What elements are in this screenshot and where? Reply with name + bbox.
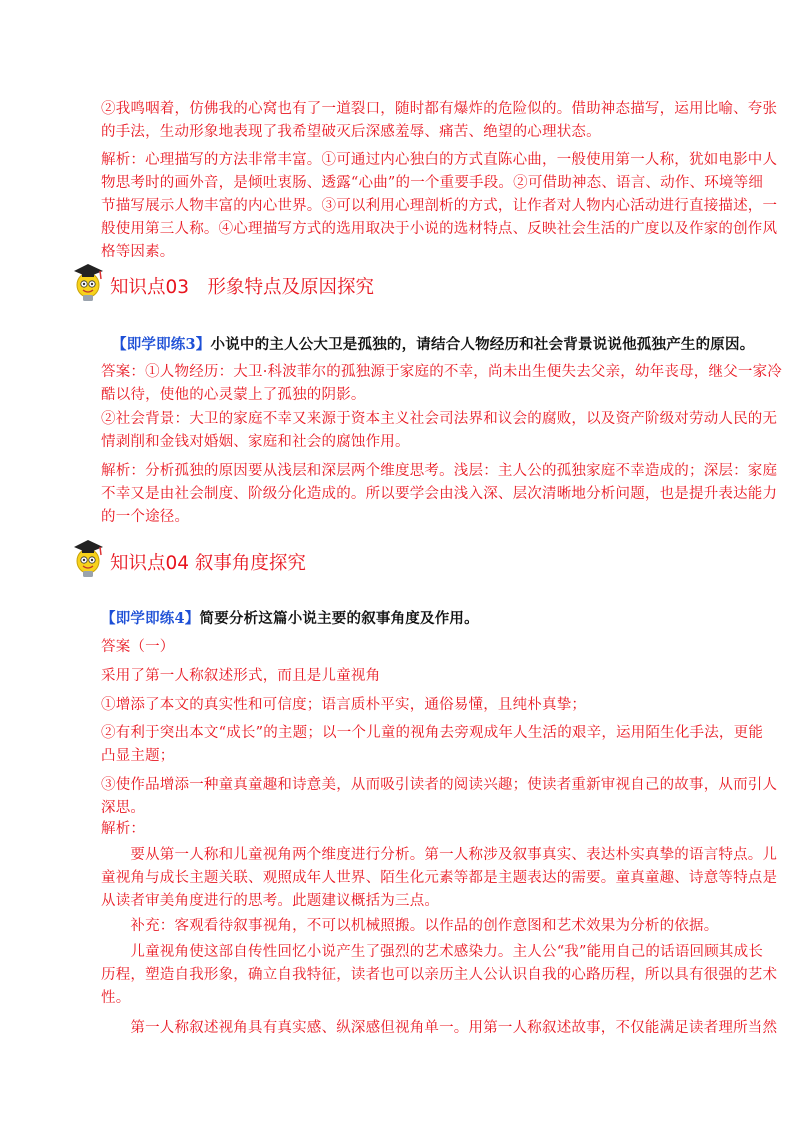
text-line: 性。: [101, 990, 131, 1006]
text-line: 般使用第三人称。④心理描写方式的选用取决于小说的选材特点、反映社会生活的广度以及作家的创作风: [101, 221, 778, 237]
text-line: 酷以待，使他的心灵蒙上了孤独的阴影。: [101, 387, 366, 403]
section-title: 知识点04 叙事角度探究: [110, 553, 306, 574]
section-heading-04: [70, 531, 306, 581]
section-title: 知识点03 形象特点及原因探究: [110, 277, 375, 298]
question-text: 简要分析这篇小说主要的叙事角度及作用。: [199, 610, 479, 627]
text-line: 的手法，生动形象地表现了我希望破灭后深感羞辱、痛苦、绝望的心理状态。: [101, 124, 601, 140]
text-line: ①增添了本文的真实性和可信度；语言质朴平实，通俗易懂，且纯朴真挚；: [101, 697, 587, 713]
text-line: 情剥削和金钱对婚姻、家庭和社会的腐蚀作用。: [101, 434, 410, 450]
text-line: ③使作品增添一种童真童趣和诗意美，从而吸引读者的阅读兴趣；使读者重新审视自己的故事，从而引人: [101, 777, 778, 793]
text-line: 历程，塑造自我形象，确立自我特征，读者也可以亲历主人公认识自我的心路历程，所以具有很强的艺术: [101, 967, 778, 983]
text-line: 从读者审美角度进行的思考。此题建议概括为三点。: [101, 893, 440, 909]
text-line: ②我鸣咽着，仿佛我的心窝也有了一道裂口，随时都有爆炸的危险似的。借助神态描写，运用比喻、夸张: [101, 101, 778, 117]
text-line: 不幸又是由社会制度、阶级分化造成的。所以要学会由浅入深、层次清晰地分析问题，也是提升表达能力: [101, 486, 778, 502]
text-line: ②有利于突出本文“成长”的主题；以一个儿童的视角去旁观成年人生活的艰辛，运用陌生化手法，更能: [101, 725, 764, 741]
graduate-lightbulb-icon: [70, 533, 106, 581]
text-line: 格等因素。: [101, 244, 175, 260]
text-line: 补充：客观看待叙事视角，不可以机械照搬。以作品的创作意图和艺术效果为分析的依据。: [101, 918, 719, 934]
text-line: 答案：①人物经历：大卫·科波菲尔的孤独源于家庭的不幸，尚未出生便失去父亲，幼年丧母，继父一家冷: [101, 364, 783, 380]
text-line: 解析：分析孤独的原因要从浅层和深层两个维度思考。浅层：主人公的孤独家庭不幸造成的；深层：家庭: [101, 463, 778, 479]
exercise-question: [112, 333, 755, 357]
section-heading-03: [70, 255, 374, 305]
text-line: 深思。: [101, 800, 146, 816]
text-line: 凸显主题；: [101, 748, 175, 764]
text-line: 答案（一）: [101, 639, 175, 655]
text-line: 要从第一人称和儿童视角两个维度进行分析。第一人称涉及叙事真实、表达朴实真挚的语言特点。儿: [101, 847, 778, 863]
question-text: 小说中的主人公大卫是孤独的，请结合人物经历和社会背景说说他孤独产生的原因。: [210, 336, 755, 353]
text-line: 节描写展示人物丰富的内心世界。③可以利用心理剖析的方式，让作者对人物内心活动进行直接描述，一: [101, 198, 778, 214]
text-line: 第一人称叙述视角具有真实感、纵深感但视角单一。用第一人称叙述故事，不仅能满足读者理所当然: [101, 1020, 778, 1036]
text-line: 解析：: [101, 821, 146, 837]
text-line: 采用了第一人称叙述形式，而且是儿童视角: [101, 668, 381, 684]
exercise-tag: 【即学即练4】: [101, 610, 200, 627]
text-line: 儿童视角使这部自传性回忆小说产生了强烈的艺术感染力。主人公“我”能用自己的话语回顾其成长: [101, 944, 764, 960]
exercise-tag: 【即学即练3】: [112, 336, 211, 353]
text-line: ②社会背景：大卫的家庭不幸又来源于资本主义社会司法界和议会的腐败，以及资产阶级对劳动人民的无: [101, 411, 778, 427]
text-line: 物思考时的画外音，是倾吐衷肠、透露“心曲”的一个重要手段。②可借助神态、语言、动作、环境等细: [101, 175, 764, 191]
text-line: 童视角与成长主题关联、观照成年人世界、陌生化元素等都是主题表达的需要。童真童趣、诗意等特点是: [101, 870, 778, 886]
text-line: 的一个途径。: [101, 509, 190, 525]
graduate-lightbulb-icon: [70, 257, 106, 305]
exercise-question: [101, 607, 711, 631]
text-line: 解析：心理描写的方法非常丰富。①可通过内心独白的方式直陈心曲，一般使用第一人称，犹如电影中人: [101, 152, 778, 168]
